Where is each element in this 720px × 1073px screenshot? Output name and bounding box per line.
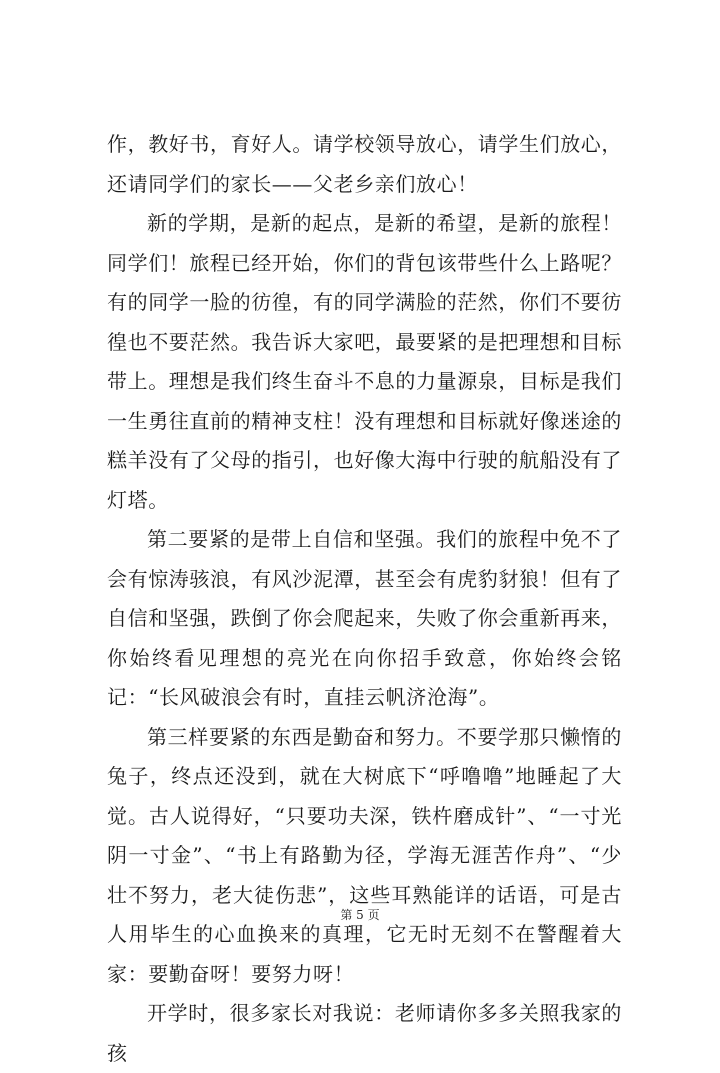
paragraph-continuation: 作，教好书，育好人。请学校领导放心，请学生们放心，还请同学们的家长——父老乡亲们放心！ — [107, 132, 622, 196]
paragraph-parents: 开学时，很多家长对我说：老师请你多多关照我家的孩 — [107, 1001, 622, 1065]
paragraph-confidence: 第二要紧的是带上自信和坚强。我们的旅程中免不了会有惊涛骇浪，有风沙泥潭，甚至会有虎豹豺狼！但有了自信和坚强，跌倒了你会爬起来，失败了你会重新再来，你始终看见理想的亮光在向你招手致意，你始终会铭记：“长风破浪会有时，直挂云帆济沧海”。 — [107, 527, 622, 709]
paragraph-new-semester: 新的学期，是新的起点，是新的希望，是新的旅程！同学们！旅程已经开始，你们的背包该带些什么上路呢？有的同学一脸的彷徨，有的同学满脸的茫然，你们不要彷徨也不要茫然。我告诉大家吧，最要紧的是把理想和目标带上。理想是我们终生奋斗不息的力量源泉，目标是我们一生勇往直前的精神支柱！没有理想和目标就好像迷途的糕羊没有了父母的指引，也好像大海中行驶的航船没有了灯塔。 — [107, 211, 622, 512]
paragraph-diligence: 第三样要紧的东西是勤奋和努力。不要学那只懒惰的兔子，终点还没到，就在大树底下“呼噜噜”地睡起了大觉。古人说得好，“只要功夫深，铁杵磨成针”、“一寸光阴一寸金”、“书上有路勤为径，学海无涯苦作舟”、“少壮不努力，老大徒伤悲”，这些耳熟能详的话语，可是古人用毕生的心血换来的真理，它无时无刻不在警醒着大家：要勤奋呀！要努力呀！ — [107, 724, 622, 986]
page-number: 第 5 页 — [340, 908, 380, 922]
document-body — [107, 125, 622, 1073]
